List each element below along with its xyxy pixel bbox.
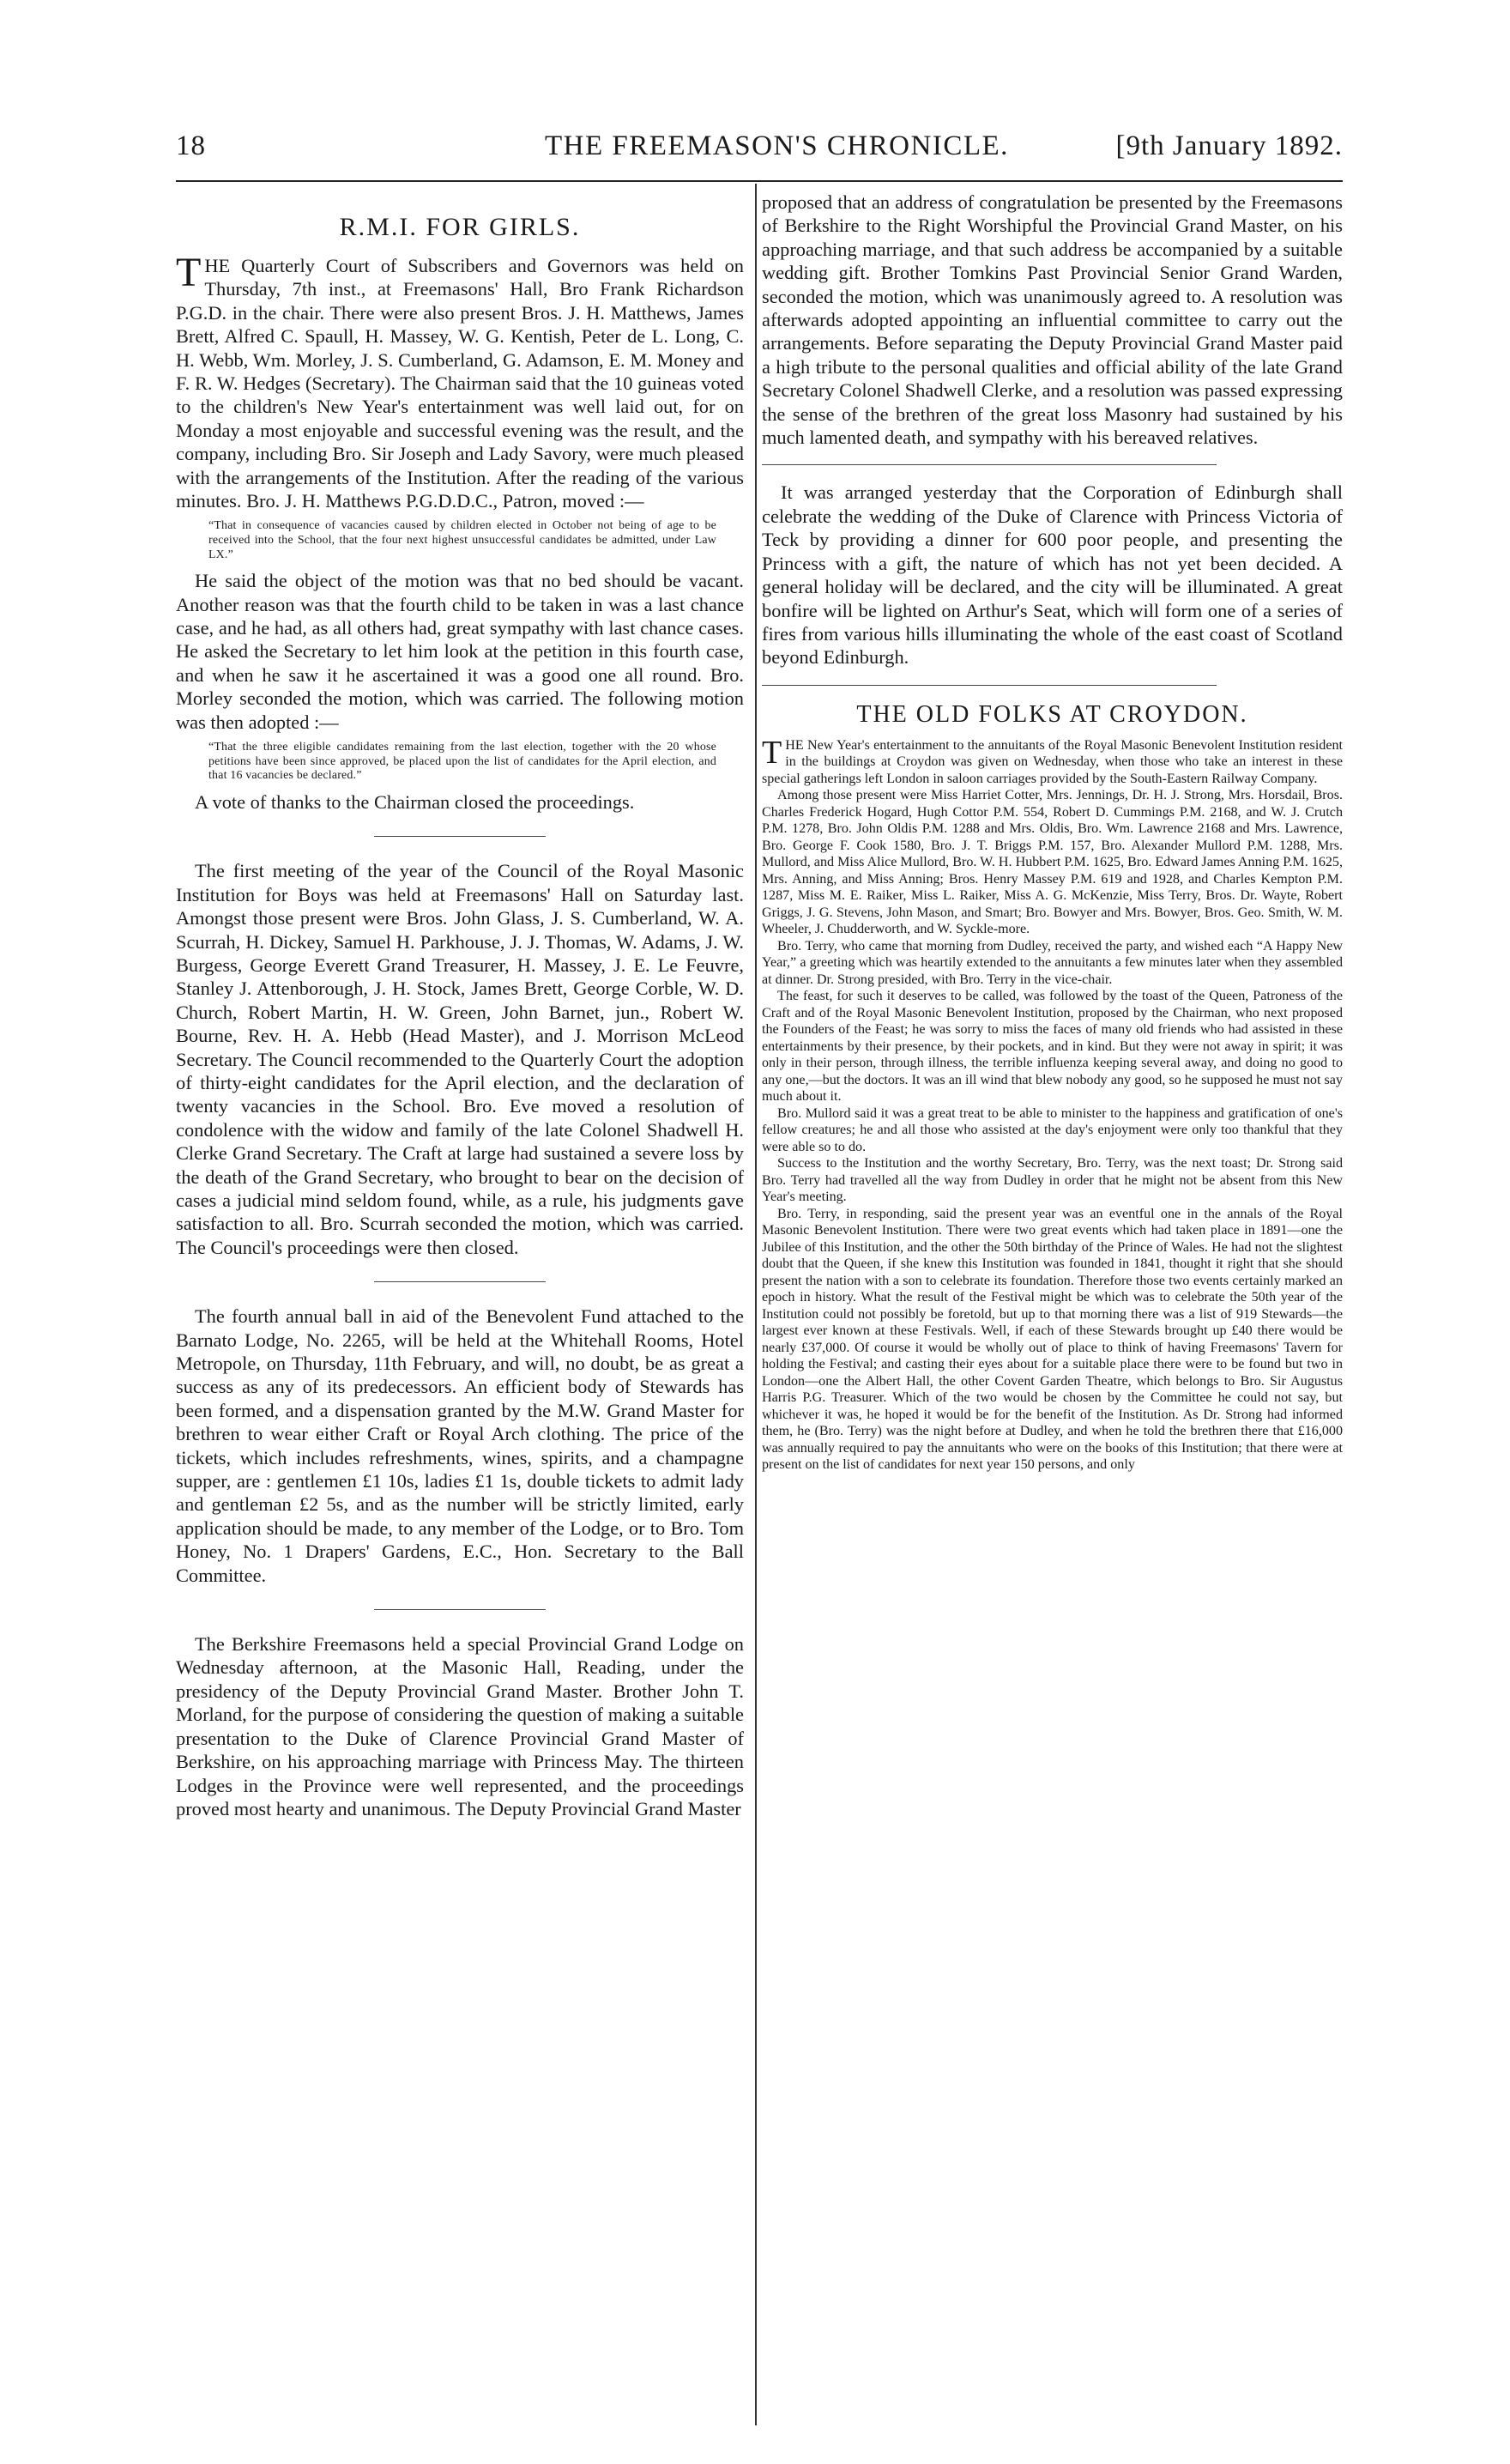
rmi-paragraph-1-text: HE Quarterly Court of Subscribers and Governors was held on Thursday, 7th inst., at Freemasons' Hall, Bro Frank Richardson P.G.D. in the chair. There were also present Bros. J. H. Matthews, James Brett, Alfred C. Spaull, H. Massey, W. G. Kentish, Peter de L. Long, C. H. Webb, Wm. Morley, J. S. Cumberland, G. Adamson, E. M. Money and F. R. W. Hedges (Secretary). The Chairman said that the 10 guineas voted to the children's New Year's entertainment was well laid out, for on Monday a most enjoyable and successful evening was the result, and the company, including Bro. Sir Joseph and Lady Savory, were much pleased with the arrangements of the Institution. After the reading of the various minutes. Bro. J. H. Matthews P.G.D.D.C., Patron, moved :— (176, 255, 744, 512)
page-header (176, 130, 1343, 170)
left-column (176, 191, 744, 1820)
berkshire-article: The Berkshire Freemasons held a special Provincial Grand Lodge on Wednesday afternoon, at the Masonic Hall, Reading, under the presidency of the Deputy Provincial Grand Master. Brother John T. Morland, for the purpose of considering the question of making a suitable presentation to the Duke of Clarence Provincial Grand Master of Berkshire, on his approaching marriage with Princess May. The thirteen Lodges in the Province were well represented, and the proceedings proved most hearty and unanimous. The Deputy Provincial Grand Master (176, 1633, 744, 1819)
section-separator (762, 685, 1217, 686)
berkshire-article-continued: proposed that an address of congratulation be presented by the Freemasons of Berkshire to the Right Worshipful the Provincial Grand Master, on his approaching marriage, and that such address be accompanied by a suitable wedding gift. Brother Tomkins Past Provincial Senior Grand Warden, seconded the motion, which was unanimously agreed to. A resolution was afterwards adopted appointing an influential committee to carry out the arrangements. Before separating the Deputy Provincial Grand Master paid a high tribute to the personal qualities and official ability of the late Grand Secretary Colonel Shadwell Clerke, and a resolution was passed expressing the sense of the brethren of the great loss Masonry had sustained by his much lamented death, and sympathy with his bereaved relatives. (762, 191, 1343, 449)
croydon-paragraph-2: Among those present were Miss Harriet Cotter, Mrs. Jennings, Dr. H. J. Strong, Mrs. Horsdail, Bros. Charles Frederick Hogard, Hugh Cottor P.M. 554, Robert D. Cummings P.M. 2168, and W. J. Crutch P.M. 1278, Bro. John Oldis P.M. 1288 and Mrs. Oldis, Bro. Wm. Lawrence 2168 and Mrs. Lawrence, Bro. George F. Cook 1580, Bro. J. T. Briggs P.M. 157, Bro. Alexander Mullord P.M. 1288, Mrs. Mullord, and Miss Alice Mullord, Bro. W. H. Hubbert P.M. 1625, Bro. Edward James Anning P.M. 1625, Mrs. Anning, and Miss Anning; Bros. Henry Massey P.M. 619 and 1928, and Charles Kempton P.M. 1287, Miss M. E. Raiker, Miss L. Raiker, Miss A. G. McKenzie, Miss Terry, Bros. Dr. Wayte, Robert Griggs, J. G. Stevens, John Mason, and Smart; Bro. Bowyer and Mrs. Bowyer, Bros. Geo. Smith, W. M. Wheeler, J. Chudderworth, and W. Syckle-more. (762, 788, 1343, 937)
issue-date: [9th January 1892. (1115, 130, 1343, 161)
croydon-paragraph-7: Bro. Terry, in responding, said the present year was an eventful one in the annals of the Royal Masonic Benevolent Institution. There were two great events which had taken place in 1891—one the Jubilee of this Institution, and the other the 50th birthday of the Prince of Wales. He had not the slightest doubt that the Queen, if she knew this Institution was founded in 1841, thought it right that she should present the nation with a son to celebrate its foundation. Therefore those two events certainly marked an epoch in history. What the result of the Festival might be which was to celebrate the 50th year of the Institution could not possibly be foretold, but up to that morning there was a list of 919 Stewards—the largest ever known at these Festivals. Well, if each of these Stewards brought up £40 there would be nearly £37,000. Of course it would be wholly out of place to think of having Freemasons' Tavern for holding the Festival; and casting their eyes about for a suitable place there were to be found but two in London—one the Albert Hall, the other Covent Garden Theatre, which belongs to Bro. Sir Augustus Harris P.G. Treasurer. Which of the two would be chosen by the Committee he could not say, but whichever it was, he hoped it would be for the benefit of the Institution. As Dr. Strong had informed them, he (Bro. Terry) was the night before at Dudley, and when he told the brethren there that £16,000 was annually required to pay the annuitants who were on the books of this Institution; that there were at present on the list of candidates for next year 150 persons, and only (762, 1206, 1343, 1473)
right-column (762, 191, 1343, 1474)
section-separator (374, 836, 546, 837)
croydon-paragraph-5: Bro. Mullord said it was a great treat to be able to minister to the happiness and gratification of one's fellow creatures; he and all those who assisted at the day's enjoyment were only too thankful that they were able so to do. (762, 1105, 1343, 1154)
croydon-dropcap: T (762, 734, 782, 771)
publication-title: THE FREEMASON'S CHRONICLE. (545, 130, 1009, 161)
section-separator (374, 1281, 546, 1282)
croydon-paragraph-3: Bro. Terry, who came that morning from Dudley, received the party, and wished each “A Happy New Year,” a greeting which was heartily extended to the annuitants a few minutes later when they assembled at dinner. Dr. Strong presided, with Bro. Terry in the vice-chair. (762, 938, 1343, 987)
column-divider (755, 184, 757, 2425)
section-separator (762, 464, 1217, 465)
rmi-heading: R.M.I. FOR GIRLS. (339, 213, 581, 241)
croydon-paragraph-6: Success to the Institution and the worthy Secretary, Bro. Terry, was the next toast; Dr. Strong said Bro. Terry had travelled all the way from Dudley in order that he might not be absent from this New Year's meeting. (762, 1156, 1343, 1205)
croydon-paragraph-1 (762, 734, 1343, 788)
boys-institution-article: The first meeting of the year of the Council of the Royal Masonic Institution for Boys was held at Freemasons' Hall on Saturday last. Amongst those present were Bros. John Glass, J. S. Cumberland, W. A. Scurrah, H. Dickey, Samuel H. Parkhouse, J. J. Thomas, W. Adams, J. W. Burgess, George Everett Grand Treasurer, H. Massey, J. E. Le Feuvre, Stanley J. Attenborough, J. H. Stock, James Brett, George Corble, W. D. Church, Robert Martin, H. W. Green, John Barnet, jun., Robert W. Bourne, Rev. H. A. Hebb (Head Master), and J. Morrison McLeod Secretary. The Council recommended to the Quarterly Court the adoption of thirty-eight candidates for the April election, and the declaration of twenty vacancies in the School. Bro. Eve moved a resolution of condolence with the widow and family of the late Colonel Shadwell H. Clerke Grand Secretary. The Craft at large had sustained a severe loss by the death of the Grand Secretary, who brought to bear on the decision of cases a judicial mind seldom found, while, as a rule, his judgments gave satisfaction to all. Bro. Scurrah seconded the motion, which was carried. The Council's proceedings were then closed. (176, 860, 744, 1258)
croydon-paragraph-1-text: HE New Year's entertainment to the annuitants of the Royal Masonic Benevolent Institution resident in the buildings at Croydon was given on Wednesday, when those who take an interest in these special gatherings left London in saloon carriages provided by the South-Eastern Railway Company. (762, 737, 1343, 786)
rmi-paragraph-2: He said the object of the motion was that no bed should be vacant. Another reason was that the fourth child to be taken in was a last chance case, and he had, as all others had, great sympathy with last chance cases. He asked the Secretary to let him look at the petition in this fourth case, and when he saw it he ascertained it was a good one all round. Bro. Morley seconded the motion, which was carried. The following motion was then adopted :— (176, 570, 744, 733)
rmi-dropcap: T (176, 250, 202, 295)
section-separator (374, 1609, 546, 1610)
edinburgh-article: It was arranged yesterday that the Corporation of Edinburgh shall celebrate the wedding of the Duke of Clarence with Princess Victoria of Teck by providing a dinner for 600 poor people, and presenting the Princess with a gift, the nature of which has not yet been decided. A general holiday will be declared, and the city will be illuminated. A great bonfire will be lighted on Arthur's Seat, which will form one of a series of fires from various hills illuminating the whole of the east coast of Scotland beyond Edinburgh. (762, 481, 1343, 669)
rmi-paragraph-1 (176, 250, 744, 512)
header-rule (176, 180, 1343, 182)
rmi-paragraph-3: A vote of thanks to the Chairman closed the proceedings. (195, 790, 635, 813)
barnato-ball-article: The fourth annual ball in aid of the Benevolent Fund attached to the Barnato Lodge, No. 2265, will be held at the Whitehall Rooms, Hotel Metropole, on Thursday, 11th February, and will, no doubt, be as great a success as any of its predecessors. An efficient body of Stewards has been formed, and a dispensation granted by the M.W. Grand Master for brethren to wear either Craft or Royal Arch clothing. The price of the tickets, which includes refreshments, wines, spirits, and a champagne supper, are : gentlemen £1 10s, ladies £1 1s, double tickets to admit lady and gentleman £2 5s, and as the number will be strictly limited, early application should be made, to any member of the Lodge, or to Bro. Tom Honey, No. 1 Drapers' Gardens, E.C., Hon. Secretary to the Ball Committee. (176, 1305, 744, 1586)
rmi-motion-quote-2: “That the three eligible candidates remaining from the last election, together with the 20 whose petitions have been since approved, be placed upon the list of candidates for the April election, and that 16 vacancies be declared.” (208, 741, 716, 783)
rmi-motion-quote-1: “That in consequence of vacancies caused by children elected in October not being of age to be received into the School, that the four next highest unsuccessful candidates be admitted, under Law LX.” (208, 519, 716, 561)
croydon-paragraph-4: The feast, for such it deserves to be called, was followed by the toast of the Queen, Patroness of the Craft and of the Royal Masonic Benevolent Institution, proposed by the Chairman, who next proposed the Founders of the Feast; he was sorry to miss the faces of many old friends who had assisted in these entertainments by their presence, by their pockets, and in kind. But they were not away in spirit; it was only in their person, through illness, the terrible influenza keeping several away, and doing no good to any one,—but the doctors. It was an ill wind that blew nobody any good, so he supposed he must not say much about it. (762, 989, 1343, 1105)
croydon-heading: THE OLD FOLKS AT CROYDON. (856, 700, 1248, 728)
page-number: 18 (176, 130, 206, 161)
